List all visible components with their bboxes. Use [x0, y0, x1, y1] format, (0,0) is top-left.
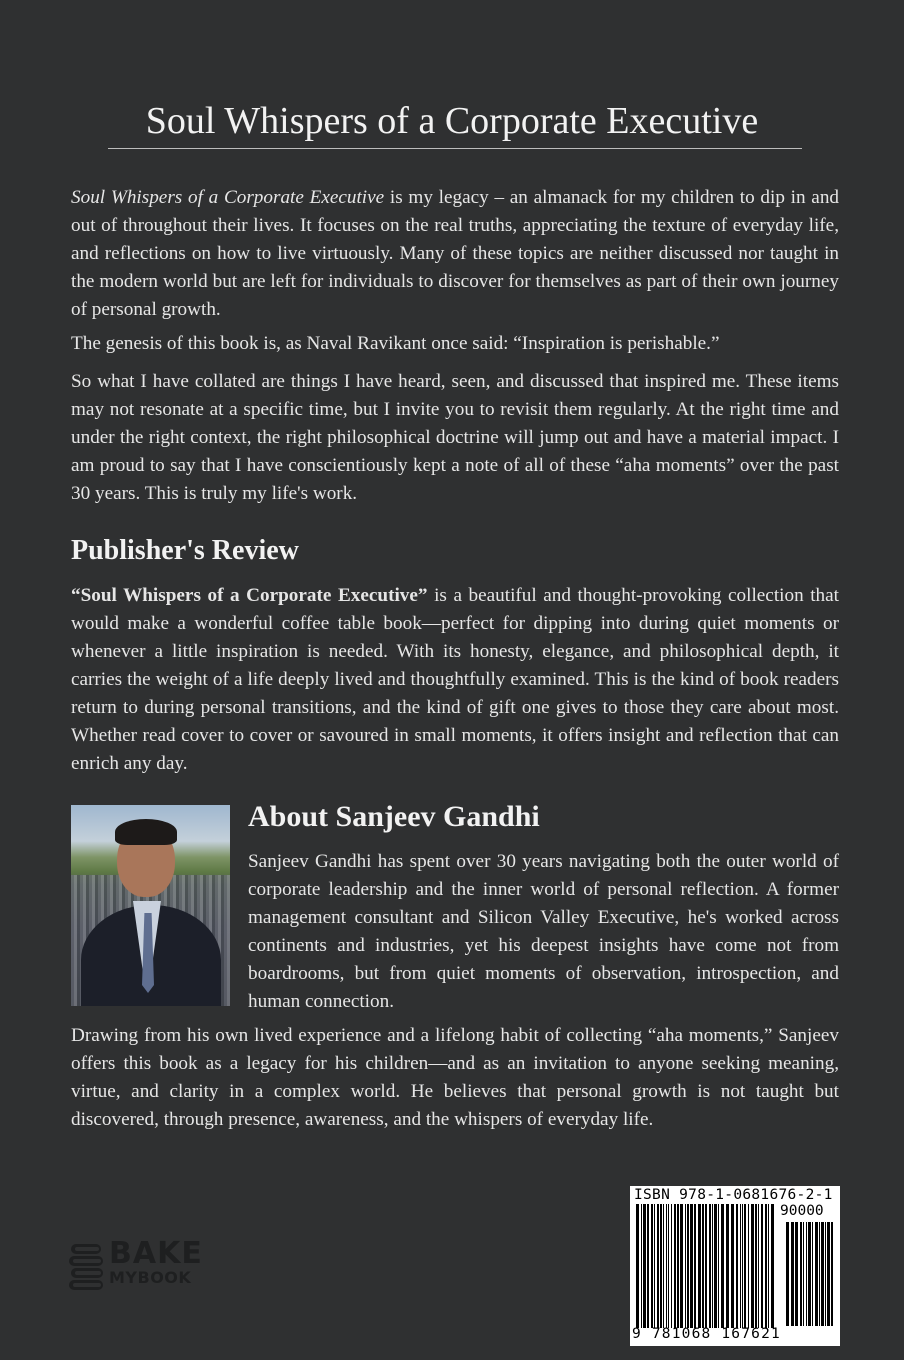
barcode-bar — [758, 1204, 759, 1328]
isbn-number: ISBN 978-1-0681676-2-1 — [634, 1187, 833, 1203]
barcode-bar — [709, 1204, 711, 1328]
barcode-bar — [815, 1222, 818, 1326]
barcode-bar — [657, 1204, 659, 1328]
barcode-bar — [636, 1204, 639, 1328]
barcode-bar — [674, 1204, 676, 1328]
publisher-review-heading: Publisher's Review — [71, 535, 299, 566]
intro-paragraph-3: So what I have collated are things I have heard, seen, and discussed that inspired me. These items may not resonate at a specific time, but I invite you to revisit them regularly. At the right time and under the right context, the right philosophical doctrine will jump out and have a material impact. I am proud to say that I have conscientiously kept a note of all of these “aha moments” over the past 30 years. This is truly my life's work. — [71, 371, 839, 504]
intro-paragraph-2: The genesis of this book is, as Naval Ravikant once said: “Inspiration is perishable.” — [71, 333, 720, 354]
barcode-bar — [761, 1204, 763, 1328]
barcode-bar — [698, 1204, 701, 1328]
barcode-bar — [680, 1204, 683, 1328]
barcode-bar — [742, 1204, 743, 1328]
about-author-paragraph-2: Drawing from his own lived experience and a lifelong habit of collecting “aha moments,” Sanjeev offers this book as a legacy for his children—and as an invitation to anyone seeking meaning, virtue, and clarity in a complex world. He believes that personal growth is not taught but discovered, through presence, awareness, and the whispers of everyday life. — [71, 1025, 839, 1130]
barcode-bar — [694, 1204, 696, 1328]
barcode-bar — [726, 1204, 729, 1328]
publisher-review-text: is a beautiful and thought-provoking collection that would make a wonderful coffee table book—perfect for dipping into during quiet moments or whenever a little inspiration is needed. With its honesty, elegance, and philosophical depth, it carries the weight of a life deeply lived and thoughtfully examined. This is the kind of book readers return to during personal transitions, and the kind of gift one gives to those they care about most. Whether read cover to cover or savoured in small moments, it offers insight and reflection that can enrich any day. — [71, 585, 839, 774]
barcode-bar — [821, 1222, 824, 1326]
barcode-bar — [755, 1204, 757, 1328]
price-code: 90000 — [780, 1203, 824, 1219]
barcode-bar — [721, 1204, 724, 1328]
intro-italic-title: Soul Whispers of a Corporate Executive — [71, 187, 385, 208]
barcode-bar — [671, 1204, 672, 1328]
barcode-bar — [687, 1204, 689, 1328]
book-stack-icon — [69, 1242, 107, 1290]
barcode-bar — [740, 1204, 741, 1328]
barcode-bar — [786, 1222, 789, 1326]
publisher-review-bold-title: “Soul Whispers of a Corporate Executive” — [71, 585, 428, 606]
about-author-paragraph-1: Sanjeev Gandhi has spent over 30 years navigating both the outer world of corporate leadership and the inner world of personal reflection. A former management consultant and Silicon Valley Executive, he's worked across continents and industries, yet his deepest insights have come not from boardrooms, but from quiet moments of observation, introspection, and human connection. — [248, 851, 839, 1012]
barcode-bar — [702, 1204, 704, 1328]
barcode-bar — [771, 1204, 774, 1328]
barcode-bar — [795, 1222, 798, 1326]
author-photo — [71, 805, 230, 1006]
barcode-bar — [643, 1204, 646, 1328]
barcode-bar — [808, 1222, 811, 1326]
barcode-bar — [663, 1204, 664, 1328]
publisher-review-paragraph — [71, 582, 839, 778]
barcode-bar — [748, 1204, 749, 1328]
barcode-bar — [685, 1204, 686, 1328]
ean-barcode-bars — [636, 1204, 776, 1328]
barcode-bar — [705, 1204, 707, 1328]
barcode-bar — [651, 1204, 653, 1328]
barcode-bar — [819, 1222, 820, 1326]
barcode-bar — [736, 1204, 738, 1328]
book-title: Soul Whispers of a Corporate Executive — [145, 100, 759, 142]
barcode-bar — [831, 1222, 833, 1326]
barcode-bar — [768, 1204, 769, 1328]
barcode-bar — [825, 1222, 826, 1326]
barcode-bar — [668, 1204, 669, 1328]
barcode-bar — [765, 1204, 767, 1328]
barcode-bar — [731, 1204, 734, 1328]
intro-paragraph-1 — [71, 184, 839, 324]
barcode-bar — [654, 1204, 655, 1328]
logo-subtitle: MYBOOK — [109, 1268, 192, 1287]
isbn-barcode — [630, 1186, 840, 1346]
barcode-bar — [806, 1222, 807, 1326]
about-author-heading: About Sanjeev Gandhi — [248, 800, 540, 833]
barcode-digits: 9 781068 167621 — [632, 1326, 781, 1342]
addon-barcode-bars — [786, 1222, 836, 1326]
barcode-bar — [666, 1204, 667, 1328]
barcode-bar — [751, 1204, 754, 1328]
logo-wordmark: BAKE — [109, 1236, 203, 1271]
barcode-bar — [647, 1204, 649, 1328]
barcode-bar — [800, 1222, 802, 1326]
barcode-bar — [791, 1222, 794, 1326]
barcode-bar — [827, 1222, 830, 1326]
barcode-bar — [803, 1222, 804, 1326]
barcode-bar — [660, 1204, 662, 1328]
barcode-bar — [714, 1204, 717, 1328]
barcode-bar — [677, 1204, 679, 1328]
title-underline — [108, 148, 802, 149]
barcode-bar — [744, 1204, 746, 1328]
barcode-bar — [641, 1204, 642, 1328]
barcode-bar — [712, 1204, 713, 1328]
intro-paragraph-1-text: is my legacy – an almanack for my children to dip in and out of throughout their lives. It focuses on the real truths, appreciating the texture of everyday life, and reflections on how to live virtuously. Many of these topics are neither discussed nor taught in the modern world but are left for individuals to discover for themselves as part of their own journey of personal growth. — [71, 187, 840, 320]
barcode-bar — [812, 1222, 813, 1326]
publisher-logo — [69, 1238, 229, 1294]
barcode-bar — [718, 1204, 719, 1328]
barcode-bar — [690, 1204, 693, 1328]
